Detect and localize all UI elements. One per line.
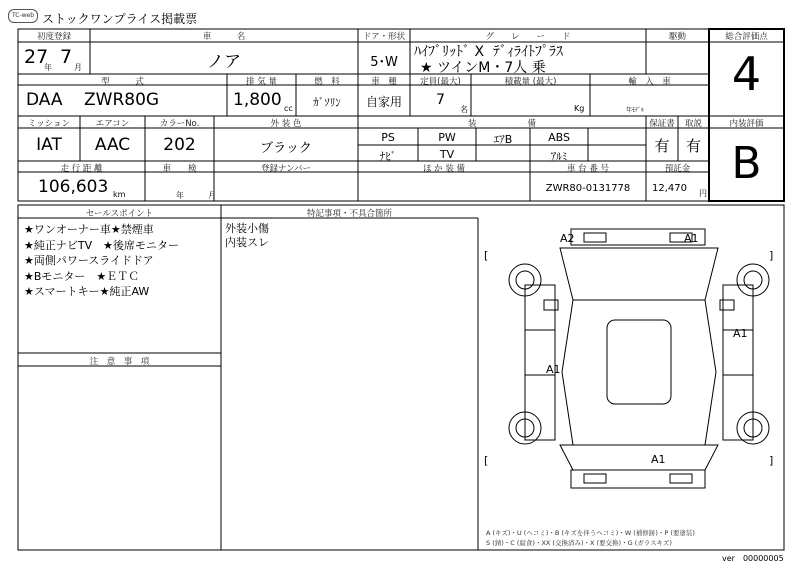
header-overall: 総合評価点 — [725, 32, 768, 42]
equip-pw: PW — [438, 131, 456, 144]
header-reg-number: 登録ナンバー — [261, 164, 311, 174]
header-displacement: 排 気 量 — [246, 77, 277, 87]
equip-alloy: ｱﾙﾐ — [550, 150, 568, 163]
aircon: AAC — [94, 135, 131, 155]
sales-point: ★Bモニター ★ＥＴＣ — [24, 269, 140, 283]
reg-year: 27 — [24, 46, 49, 68]
equip-tv: TV — [439, 148, 455, 161]
special-notes-title: 特記事項・不具合箇所 — [306, 209, 392, 219]
chassis-no: ZWR80-0131778 — [545, 183, 631, 194]
damage-mark-rear: A1 — [651, 453, 666, 466]
header-car-name: 車 名 — [202, 32, 246, 42]
special-note: 外装小傷 — [225, 222, 269, 235]
damage-mark-right-side: A1 — [733, 327, 748, 340]
displacement-unit: cc — [284, 104, 293, 113]
header-inspection: 車 検 — [162, 164, 197, 174]
import-note: 年ﾓﾃﾞﾙ — [626, 107, 645, 114]
header-import: 輸 入 車 — [628, 77, 671, 87]
equip-ps: PS — [381, 131, 395, 144]
fuel-type: ｶﾞｿﾘﾝ — [313, 96, 341, 109]
vehicle-category: 自家用 — [365, 95, 402, 109]
header-price: 預託金 — [664, 164, 691, 174]
brand-logo: TC-web — [8, 9, 38, 23]
damage-mark-front-left: A2 — [560, 232, 575, 245]
damage-legend-line2: S (錆)・C (腐食)・XX (交換済み)・X (要交換)・G (ガラスキズ) — [486, 539, 672, 547]
header-ext-color: 外 装 色 — [270, 119, 302, 129]
header-aircon: エアコン — [95, 119, 130, 129]
sales-point: ★スマートキー★純正AW — [24, 285, 150, 298]
version-label: ver 00000005 — [722, 554, 784, 563]
bracket: [ — [484, 249, 489, 262]
reg-month-unit: 月 — [74, 63, 82, 72]
damage-legend-line1: A (キズ)・U (ヘコミ)・B (キズを伴うヘコミ)・W (補修跡)・P (要塗装) — [486, 529, 695, 537]
header-fuel: 燃 料 — [314, 77, 340, 87]
header-drive: 駆動 — [668, 32, 686, 42]
equip-navi: ﾅﾋﾞ — [379, 150, 397, 163]
damage-mark-left-side: A1 — [546, 363, 561, 376]
warranty: 有 — [654, 137, 670, 155]
header-warranty: 保証書 — [649, 119, 675, 129]
header-grade: グ レ ー ド — [485, 32, 571, 42]
mileage-unit: km — [113, 190, 126, 199]
equip-airbag: ｴｱB — [493, 133, 513, 146]
door-shape: 5･W — [370, 55, 398, 70]
grade-line1: ﾊｲﾌﾞﾘｯﾄﾞ X ﾃﾞｨﾗｲﾄﾌﾟﾗｽ — [414, 44, 563, 60]
displacement: 1,800 — [233, 90, 282, 110]
header-other-equipment: ほ か 装 備 — [422, 164, 466, 174]
header-first-reg: 初度登録 — [36, 32, 71, 42]
car-name: ノア — [207, 52, 241, 72]
damage-mark-front-right: A1 — [684, 232, 699, 245]
inspection-month-unit: 月 — [208, 191, 216, 200]
bracket: [ — [484, 454, 489, 467]
special-note: 内装スレ — [225, 236, 269, 249]
header-interior: 内装評価 — [729, 119, 764, 129]
load-unit: Kg — [574, 104, 585, 113]
equip-abs: ABS — [548, 131, 570, 144]
sales-point: ★純正ナビTV ★後席モニター — [24, 238, 179, 252]
header-model: 型 式 — [101, 77, 144, 87]
notes-title: 注 意 事 項 — [89, 357, 150, 367]
model-prefix: DAA — [26, 90, 63, 110]
color-no: 202 — [163, 135, 196, 155]
reg-year-unit: 年 — [44, 63, 52, 72]
mission: IAT — [36, 135, 62, 155]
header-category: 車 種 — [371, 77, 397, 87]
bracket: ] — [769, 249, 774, 262]
bracket: ] — [769, 454, 774, 467]
header-equipment: 装 備 — [467, 119, 536, 129]
capacity-unit: 名 — [460, 105, 468, 114]
inspection-year-unit: 年 — [176, 191, 184, 200]
overall-score: 4 — [731, 47, 762, 101]
header-door-shape: ドア・形状 — [362, 32, 406, 42]
header-capacity: 定員(最大) — [420, 77, 461, 87]
header-manual: 取説 — [684, 119, 702, 129]
model-code: ZWR80G — [84, 90, 160, 110]
price-unit: 円 — [699, 189, 707, 198]
sales-points-title: セールスポイント — [85, 209, 154, 219]
car-diagram — [509, 229, 769, 488]
deposit-price: 12,470 — [652, 183, 687, 194]
header-color-no: カラーNo. — [159, 119, 200, 129]
form-title: ストックワンプライス掲載票 — [42, 12, 198, 26]
sales-point: ★ワンオーナー車★禁煙車 — [24, 223, 154, 236]
capacity: 7 — [436, 92, 445, 108]
grade-line2: ★ ツインM・7人 乗 — [420, 60, 546, 76]
header-mission: ミッション — [27, 119, 71, 129]
header-load: 積載量 (最大) — [504, 77, 557, 87]
header-mileage: 走 行 距 離 — [60, 164, 103, 174]
reg-month: 7 — [60, 46, 73, 68]
ext-color: ブラック — [260, 141, 312, 156]
mileage: 106,603 — [38, 177, 109, 197]
header-chassis: 車 台 番 号 — [566, 164, 610, 174]
sales-points-list — [24, 222, 179, 300]
special-notes-list — [225, 222, 269, 250]
manual: 有 — [685, 137, 701, 155]
interior-score: B — [731, 138, 762, 189]
sales-point: ★両側パワースライドドア — [24, 254, 154, 267]
